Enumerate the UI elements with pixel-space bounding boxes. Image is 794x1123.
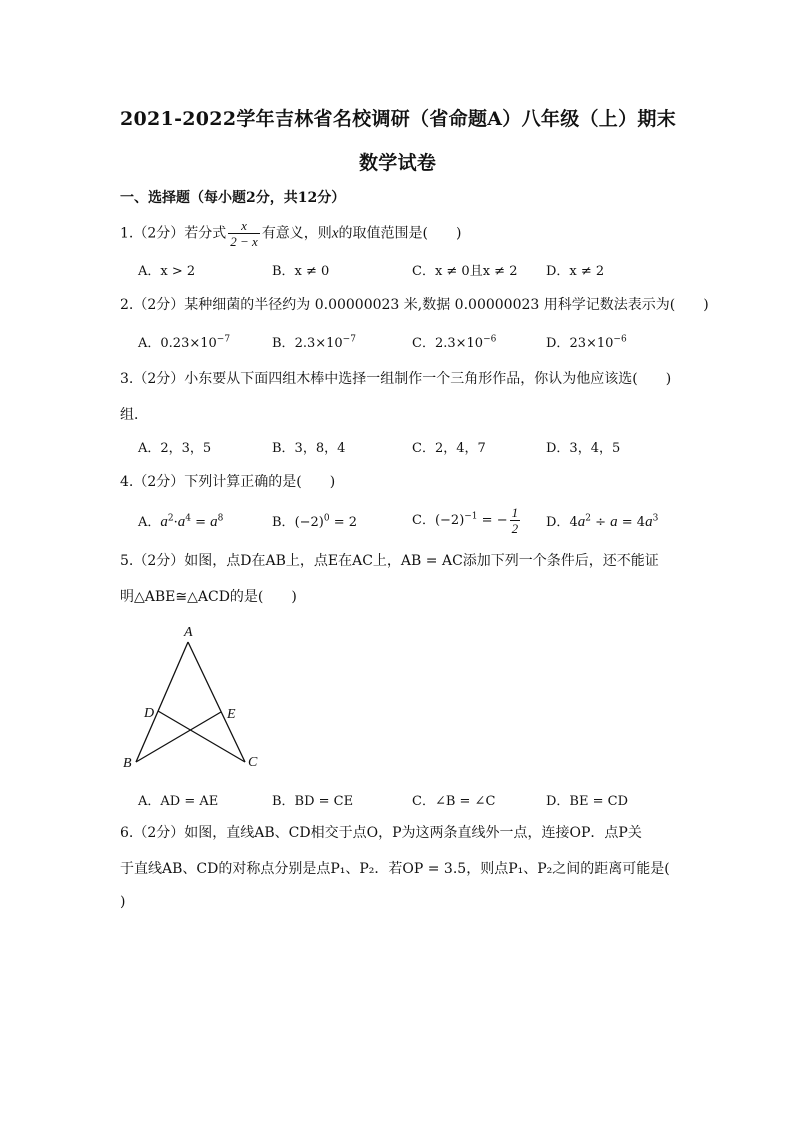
q2-d-label: D． bbox=[546, 336, 570, 351]
q2-d-exp: −6 bbox=[613, 334, 627, 345]
q3-option-b[interactable]: B．3，8，4 bbox=[272, 441, 346, 456]
side-ac bbox=[188, 642, 245, 762]
q2-a-label: A． bbox=[138, 336, 161, 351]
q1-prefix: 若分式 bbox=[184, 225, 227, 242]
question-3-line2: 组． bbox=[120, 407, 148, 423]
side-ab bbox=[136, 642, 188, 762]
vertex-d-label: D bbox=[144, 706, 155, 721]
q1-option-c[interactable]: C．x ≠ 0且x ≠ 2 bbox=[412, 264, 518, 279]
q1-option-a[interactable]: A．x > 2 bbox=[138, 264, 196, 279]
vertex-b-label: B bbox=[123, 756, 132, 771]
q4-option-a[interactable]: A．$a^2\cdot a^4 = a^8$ bbox=[138, 513, 224, 530]
q1-suffix-b: 的取值范围是( ) bbox=[338, 225, 462, 242]
q2-d-base: 23×10 bbox=[569, 336, 614, 351]
q2-a-exp: −7 bbox=[216, 334, 231, 345]
question-6-line1: 6.（2分）如图，直线AB、CD相交于点O，P为这两条直线外一点，连接OP．点P关 bbox=[120, 825, 642, 841]
question-4: 4.（2分）下列计算正确的是( ) bbox=[120, 474, 336, 490]
q1-option-d[interactable]: D．x ≠ 2 bbox=[546, 264, 605, 279]
q4-c-label: C． bbox=[412, 513, 435, 528]
exam-title-line2: 数学试卷 bbox=[359, 152, 437, 174]
question-6-line2: 于直线AB、CD的对称点分别是点P₁、P₂．若OP = 3.5，则点P₁、P₂之间的距离可能是( bbox=[120, 861, 670, 877]
q2-c-label: C． bbox=[412, 336, 435, 351]
vertex-e-label: E bbox=[227, 707, 236, 722]
q2-b-base: 2.3×10 bbox=[294, 336, 343, 351]
q5-option-d[interactable]: D．BE = CD bbox=[546, 794, 628, 809]
q4-option-d[interactable]: D．$4a^2 \div a = 4a^3$ bbox=[546, 513, 659, 530]
q4-a-label: A． bbox=[138, 515, 161, 530]
q5-triangle-figure bbox=[118, 622, 268, 777]
q1-frac-num: x bbox=[228, 218, 260, 234]
question-2: 2.（2分）某种细菌的半径约为 0.00000023 米,数据 0.00000023 用科学记数法表示为( ) bbox=[120, 297, 709, 313]
q1-option-b[interactable]: B．x ≠ 0 bbox=[272, 264, 330, 279]
q2-option-a[interactable] bbox=[138, 332, 230, 351]
q4-d-label: D． bbox=[546, 515, 570, 530]
q2-b-label: B． bbox=[272, 336, 295, 351]
q2-option-c[interactable] bbox=[412, 332, 496, 351]
q2-c-exp: −6 bbox=[483, 334, 497, 345]
q2-a-base: 0.23×10 bbox=[160, 336, 217, 351]
q4-option-b[interactable]: B．$(-2)^0 = 2$ bbox=[272, 513, 358, 530]
q4-b-label: B． bbox=[272, 515, 295, 530]
question-5-line1: 5.（2分）如图，点D在AB上，点E在AC上，AB = AC添加下列一个条件后，还不能证 bbox=[120, 553, 659, 569]
question-5-line2: 明△ABE≅△ACD的是( ) bbox=[120, 589, 297, 605]
section-heading: 一、选择题（每小题2分，共12分） bbox=[120, 190, 346, 206]
q1-suffix-a: 有意义，则 bbox=[261, 225, 332, 242]
q3-option-c[interactable]: C．2，4，7 bbox=[412, 441, 486, 456]
vertex-a-label: A bbox=[184, 625, 193, 640]
q3-option-d[interactable]: D．3，4，5 bbox=[546, 441, 621, 456]
q1-frac-den: 2 − x bbox=[230, 234, 258, 249]
q5-option-b[interactable]: B．BD = CE bbox=[272, 794, 354, 809]
q1-number: 1.（2分） bbox=[120, 225, 185, 242]
q1-var: x bbox=[331, 225, 339, 242]
vertex-c-label: C bbox=[248, 755, 258, 770]
q1-fraction bbox=[228, 218, 260, 249]
q3-option-a[interactable]: A．2，3，5 bbox=[138, 441, 212, 456]
q2-option-b[interactable] bbox=[272, 332, 356, 351]
q2-c-base: 2.3×10 bbox=[434, 336, 484, 351]
q4-c-fraction: $\frac{1}{2}$ bbox=[511, 505, 519, 536]
q2-option-d[interactable] bbox=[546, 332, 627, 351]
exam-title-line1: 2021-2022学年吉林省名校调研（省命题A）八年级（上）期末 bbox=[120, 108, 676, 130]
q5-option-a[interactable]: A．AD = AE bbox=[138, 794, 219, 809]
question-6-line3: ) bbox=[120, 894, 126, 910]
question-3: 3.（2分）小东要从下面四组木棒中选择一组制作一个三角形作品，你认为他应该选( ) bbox=[120, 371, 672, 387]
q4-option-c[interactable]: C．$(-2)^{-1}$ = − $\frac{1}{2}$ bbox=[412, 505, 519, 536]
question-1 bbox=[120, 218, 461, 249]
q5-option-c[interactable]: C．∠B = ∠C bbox=[412, 794, 496, 809]
q2-b-exp: −7 bbox=[342, 334, 356, 345]
